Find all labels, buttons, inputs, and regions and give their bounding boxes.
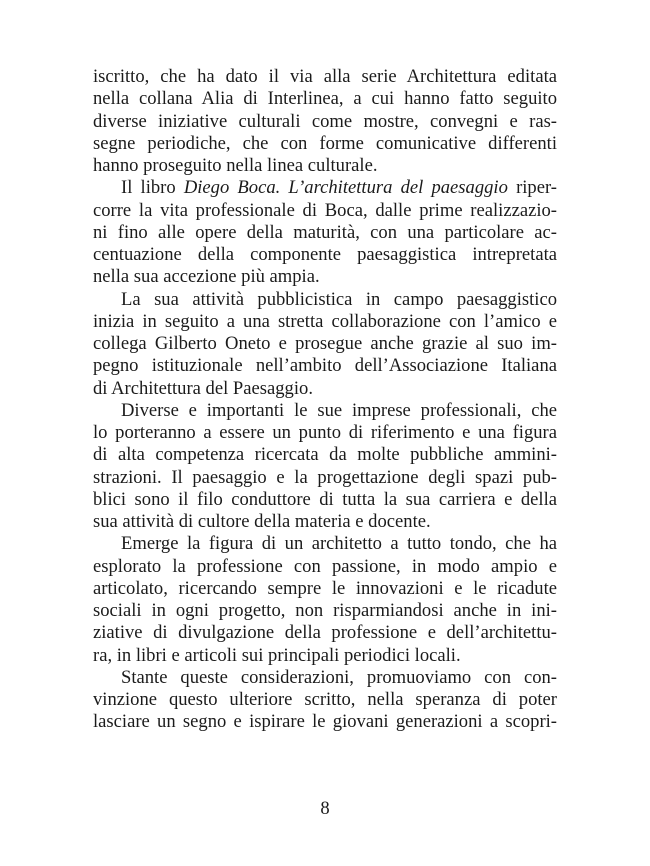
- text-segment: pegno istituzionale nell’ambito dell’Associazione Italiana: [93, 355, 557, 377]
- text-line: [93, 711, 557, 733]
- text-line: [93, 444, 557, 466]
- text-segment: Emerge la figura di un architetto a tutto tondo, che ha: [121, 533, 557, 555]
- page-number: 8: [320, 798, 330, 819]
- text-segment: blici sono il filo conduttore di tutta la sua carriera e della: [93, 488, 557, 510]
- text-segment: La sua attività pubblicistica in campo paesaggistico: [121, 288, 557, 310]
- text-line: [93, 511, 557, 533]
- text-segment: lasciare un segno e ispirare le giovani generazioni a scopri-: [93, 711, 557, 733]
- text-line: [93, 533, 557, 555]
- text-segment: Stante queste considerazioni, promuoviamo con con-: [121, 666, 557, 688]
- text-line: [93, 489, 557, 511]
- text-line: [93, 177, 557, 199]
- paragraph: [93, 66, 557, 177]
- text-segment: lo porteranno a essere un punto di riferimento e una figura: [93, 422, 557, 443]
- text-segment: centuazione della componente paesaggistica intrepretata: [93, 244, 557, 265]
- text-line: [93, 289, 557, 311]
- text-segment: ni fino alle opere della maturità, con una particolare ac-: [93, 221, 557, 243]
- text-segment: sociali in ogni progetto, non risparmiandosi anche in ini-: [93, 600, 557, 621]
- text-line: [93, 667, 557, 689]
- paragraph: [93, 400, 557, 534]
- text-line: [93, 66, 557, 88]
- text-segment: hanno proseguito nella linea culturale.: [93, 155, 378, 176]
- text-segment: Il libro: [121, 177, 184, 199]
- text-line: [93, 578, 557, 600]
- text-segment: vinzione questo ulteriore scritto, nella speranza di poter: [93, 689, 557, 710]
- text-segment: collega Gilberto Oneto e prosegue anche grazie al suo im-: [93, 333, 557, 354]
- text-segment: diverse iniziative culturali come mostre, convegni e ras-: [93, 110, 557, 132]
- text-segment: nella collana Alia di Interlinea, a cui hanno fatto seguito: [93, 88, 557, 110]
- text-line: [93, 111, 557, 133]
- text-line: [93, 422, 557, 444]
- text-line: [93, 378, 557, 400]
- text-line: [93, 600, 557, 622]
- text-segment: di Architettura del Paesaggio.: [93, 377, 313, 399]
- text-line: [93, 622, 557, 644]
- text-segment: strazioni. Il paesaggio e la progettazione degli spazi pub-: [93, 466, 557, 488]
- text-segment: ziative di divulgazione della professione e dell’architettu-: [93, 622, 557, 644]
- text-line: [93, 400, 557, 422]
- text-line: [93, 266, 557, 288]
- text-line: [93, 222, 557, 244]
- text-line: [93, 311, 557, 333]
- text-segment: iscritto, che ha dato il via alla serie Architettura editata: [93, 66, 557, 87]
- text-line: [93, 689, 557, 711]
- text-segment: corre la vita professionale di Boca, dalle prime realizzazio-: [93, 199, 557, 221]
- text-line: [93, 333, 557, 355]
- body-text: [93, 66, 557, 734]
- text-line: [93, 200, 557, 222]
- text-line: [93, 355, 557, 377]
- text-segment: segne periodiche, che con forme comunicative differenti: [93, 132, 557, 154]
- text-line: [93, 155, 557, 177]
- text-segment: inizia in seguito a una stretta collaborazione con l’amico e: [93, 310, 557, 332]
- text-segment: Diverse e importanti le sue imprese professionali, che: [121, 399, 557, 421]
- paragraph: [93, 177, 557, 288]
- text-segment: esplorato la professione con passione, in modo ampio e: [93, 555, 557, 577]
- text-segment: di alta competenza ricercata da molte pubbliche ammini-: [93, 444, 557, 466]
- text-line: [93, 556, 557, 578]
- text-segment: articolato, ricercando sempre le innovazioni e le ricadute: [93, 577, 557, 599]
- paragraph: [93, 667, 557, 734]
- text-line: [93, 88, 557, 110]
- italic-title: Diego Boca. L’architettura del paesaggio: [183, 177, 508, 199]
- text-segment: sua attività di cultore della materia e docente.: [93, 511, 431, 532]
- text-segment: ra, in libri e articoli sui principali periodici locali.: [93, 644, 461, 666]
- text-line: [93, 645, 557, 667]
- text-line: [93, 244, 557, 266]
- text-segment: riper-: [507, 177, 557, 199]
- text-segment: nella sua accezione più ampia.: [93, 266, 320, 288]
- paragraph: [93, 289, 557, 400]
- text-line: [93, 467, 557, 489]
- paragraph: [93, 533, 557, 667]
- text-line: [93, 133, 557, 155]
